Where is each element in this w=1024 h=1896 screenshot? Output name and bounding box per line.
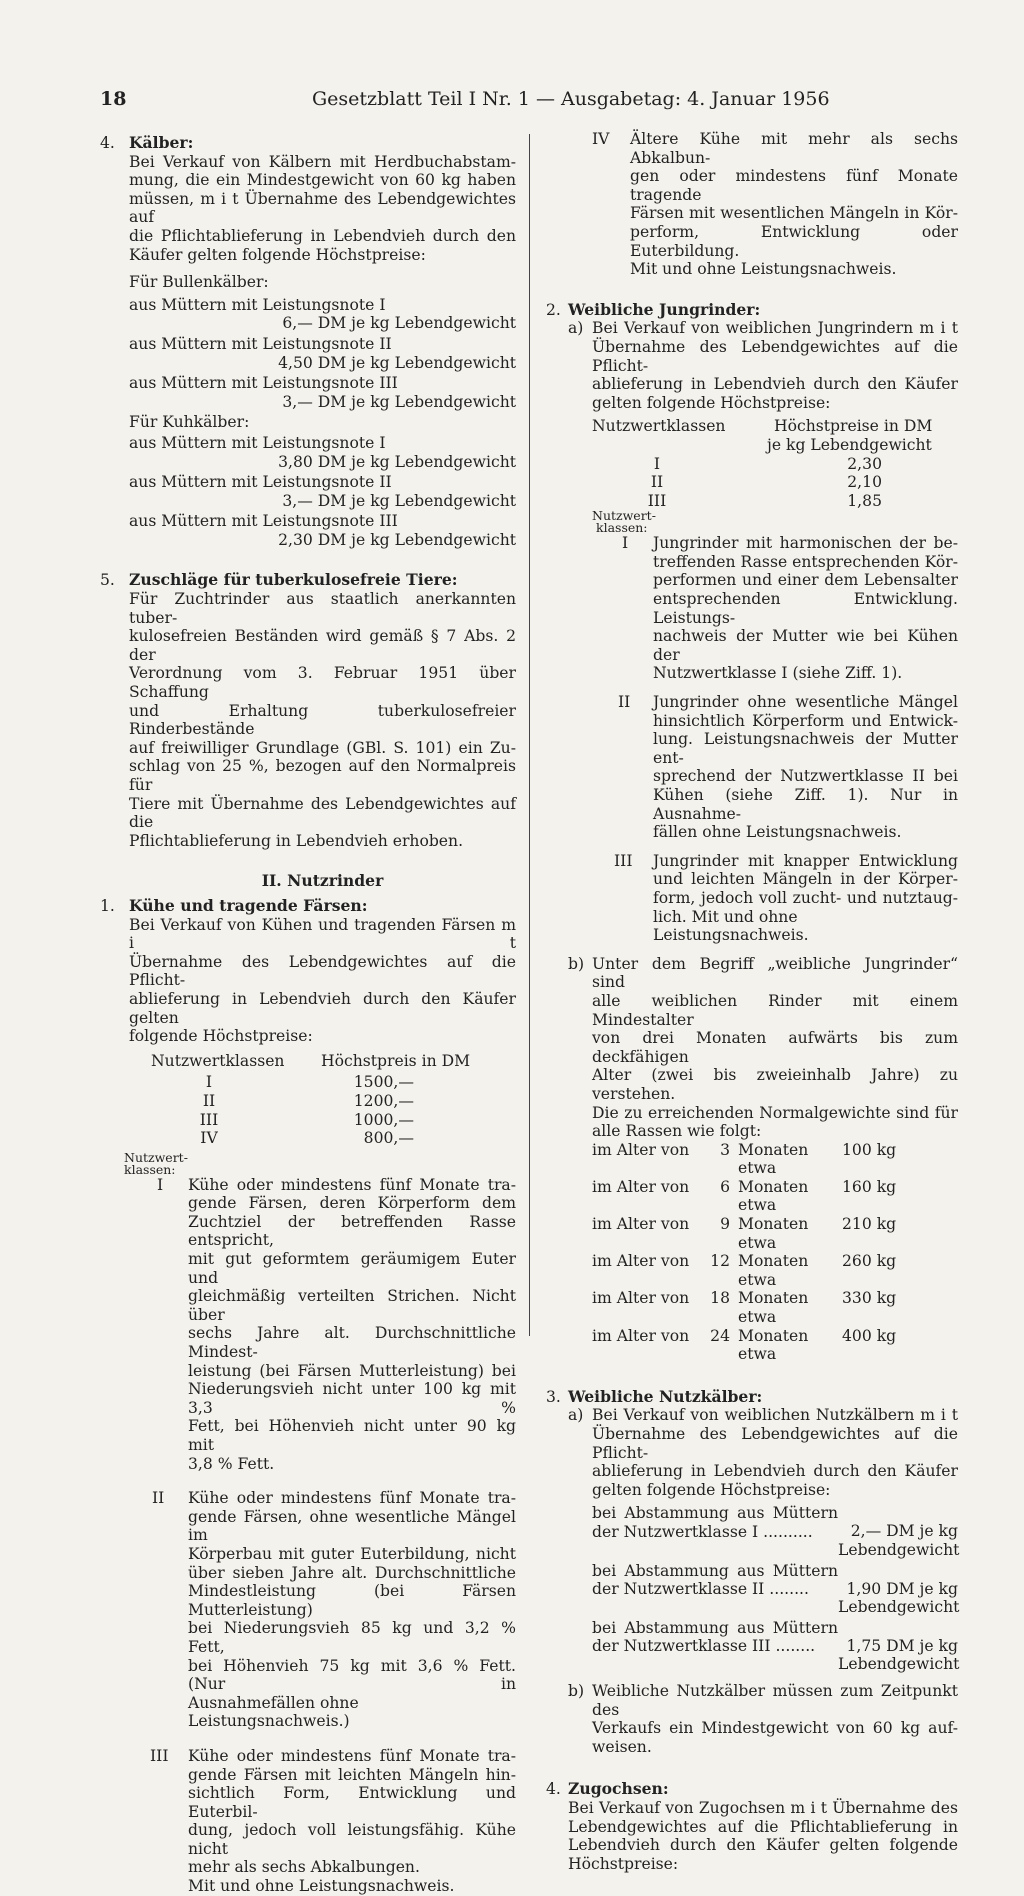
table-row bbox=[129, 1129, 516, 1148]
table-cell: III bbox=[199, 1110, 219, 1129]
price-value: 2,30 DM je kg Lebendgewicht bbox=[278, 530, 516, 549]
text-line: Ausnahmefällen ohne Leistungsnachweis.) bbox=[188, 1693, 359, 1731]
price-value: Lebendgewicht bbox=[838, 1598, 960, 1617]
text-line: gende Färsen mit leichten Mängeln hin- bbox=[188, 1765, 516, 1784]
left-column bbox=[100, 134, 516, 1896]
age-prefix: im Alter von bbox=[592, 1177, 690, 1196]
table-cell: 2,10 bbox=[847, 473, 882, 492]
class-number: II bbox=[152, 1489, 165, 1508]
text-line: ablieferung in Lebendvieh durch den Käufer bbox=[592, 375, 958, 394]
text-line: auf freiwilliger Grundlage (GBl. S. 101) ein Zu- bbox=[129, 738, 516, 757]
text-line: Verkaufs ein Mindestgewicht von 60 kg auf- bbox=[592, 1719, 958, 1738]
text-line: alle weiblichen Rinder mit einem Mindestalter bbox=[592, 991, 958, 1029]
price-value: 2,— DM je kg bbox=[850, 1522, 958, 1541]
table-row bbox=[592, 1215, 958, 1252]
text-line: der Nutzwertklasse I .......... bbox=[592, 1522, 813, 1541]
class-number: II bbox=[618, 693, 631, 712]
class-item bbox=[546, 534, 958, 683]
text-line: bei Abstammung aus Müttern bbox=[592, 1504, 838, 1523]
age-unit: Monaten etwa bbox=[738, 1326, 809, 1364]
table-cell: II bbox=[650, 473, 664, 492]
text-line: Bei Verkauf von weiblichen Jungrindern m i t bbox=[592, 319, 958, 338]
text-line: Unter dem Begriff „weibliche Jungrinder“ sind bbox=[592, 954, 958, 992]
age-prefix: im Alter von bbox=[592, 1252, 690, 1271]
text-line: bei Abstammung aus Müttern bbox=[592, 1561, 838, 1580]
text-line: mehr als sechs Abkalbungen. bbox=[188, 1858, 420, 1877]
text-line: Alter (zwei bis zweieinhalb Jahre) zu verstehen. bbox=[592, 1066, 958, 1103]
text-line: Kühe oder mindestens fünf Monate tra- bbox=[188, 1746, 516, 1765]
text-line: form, jedoch voll zucht- und nutztaug- bbox=[653, 888, 958, 907]
subheading: Für Kuhkälber: bbox=[129, 413, 250, 432]
col-header: Nutzwertklassen bbox=[592, 417, 726, 436]
text-line: der Nutzwertklasse III ........ bbox=[592, 1637, 816, 1656]
text-line: sichtlich Form, Entwicklung und Euterbil- bbox=[188, 1784, 516, 1821]
age-prefix: im Alter von bbox=[592, 1326, 690, 1345]
part-title: II. Nutzrinder bbox=[261, 871, 384, 891]
class-number: III bbox=[614, 851, 633, 870]
section-title: Weibliche Jungrinder: bbox=[568, 299, 761, 319]
text-line: über sieben Jahre alt. Durchschnittliche bbox=[188, 1563, 516, 1582]
text-line: Weibliche Nutzkälber müssen zum Zeitpunkt des bbox=[592, 1681, 958, 1719]
text-line: Übernahme des Lebendgewichtes auf die Pflicht- bbox=[592, 337, 958, 375]
text-line: Käufer gelten folgende Höchstpreise: bbox=[129, 245, 426, 264]
text-line: treffenden Rasse entsprechenden Kör- bbox=[653, 552, 958, 571]
text-line: Tiere mit Übernahme des Lebendgewichtes auf die bbox=[129, 794, 516, 832]
text-line: Bei Verkauf von Kälbern mit Herdbuchabstam- bbox=[129, 152, 516, 171]
text-line: Kühe oder mindestens fünf Monate tra- bbox=[188, 1175, 516, 1194]
section-number: 4. bbox=[100, 134, 115, 152]
price-value: 1,75 DM je kg bbox=[846, 1636, 958, 1655]
table-cell: I bbox=[653, 454, 661, 473]
text-line: alle Rassen wie folgt: bbox=[592, 1122, 762, 1141]
text-line: bei Höhenvieh 75 kg mit 3,6 % Fett. (Nur in bbox=[188, 1656, 516, 1694]
class-item bbox=[546, 693, 958, 842]
price-value: Lebendgewicht bbox=[838, 1540, 960, 1559]
text-line: Lebendvieh durch den Käufer gelten folgende bbox=[568, 1836, 958, 1855]
price-row bbox=[592, 1619, 958, 1674]
table-row bbox=[129, 1073, 516, 1092]
text-line: dung, jedoch voll leistungsfähig. Kühe nicht bbox=[188, 1821, 516, 1858]
price-value: 1,90 DM je kg bbox=[846, 1579, 958, 1598]
price-label: aus Müttern mit Leistungsnote II bbox=[129, 473, 392, 492]
small-label-line: klassen: bbox=[596, 520, 648, 536]
age-kg: 400 kg bbox=[842, 1326, 897, 1345]
page-number: 18 bbox=[100, 88, 127, 110]
small-label-line: Nutzwert- bbox=[124, 1149, 188, 1165]
price-row bbox=[592, 1562, 958, 1617]
section-title: Kälber: bbox=[129, 133, 194, 152]
text-line: fällen ohne Leistungsnachweis. bbox=[653, 823, 902, 842]
price-value: 4,50 DM je kg Lebendgewicht bbox=[278, 353, 516, 372]
text-line: gen oder mindestens fünf Monate tragende bbox=[630, 167, 958, 204]
age-unit: Monaten etwa bbox=[738, 1177, 809, 1215]
section-kuehe bbox=[100, 897, 516, 1896]
text-line: gende Färsen, deren Körperform dem bbox=[188, 1194, 516, 1213]
section-title: Zuschläge für tuberkulosefreie Tiere: bbox=[129, 570, 458, 590]
age-months: 6 bbox=[720, 1177, 730, 1196]
text-line: mit gut geformtem geräumigem Euter und bbox=[188, 1250, 516, 1287]
text-line: 3,8 % Fett. bbox=[188, 1454, 275, 1473]
text-line: müssen, m i t Übernahme des Lebendgewichtes auf bbox=[129, 189, 516, 227]
text-line: Jungrinder ohne wesentliche Mängel bbox=[653, 693, 958, 712]
text-line: Mindestleistung (bei Färsen Mutterleistung) bbox=[188, 1582, 516, 1619]
sub-label: a) bbox=[568, 1406, 584, 1425]
price-value: 3,80 DM je kg Lebendgewicht bbox=[278, 452, 516, 471]
table-row bbox=[592, 492, 958, 511]
text-line: gleichmäßig verteilten Strichen. Nicht über bbox=[188, 1287, 516, 1324]
age-months: 18 bbox=[710, 1289, 730, 1308]
text-line: sprechend der Nutzwertklasse II bei bbox=[653, 767, 958, 786]
text-line: Nutzwertklasse I (siehe Ziff. 1). bbox=[653, 664, 903, 683]
col-header: Nutzwertklassen bbox=[151, 1051, 285, 1070]
column-divider bbox=[529, 134, 530, 1336]
text-line: mung, die ein Mindestgewicht von 60 kg haben bbox=[129, 171, 516, 190]
col-header: Höchstpreis in DM bbox=[321, 1051, 471, 1070]
text-line: Jungrinder mit knapper Entwicklung bbox=[653, 851, 958, 870]
text-line: Körperbau mit guter Euterbildung, nicht bbox=[188, 1544, 516, 1563]
age-kg: 100 kg bbox=[842, 1140, 897, 1159]
text-line: ablieferung in Lebendvieh durch den Käufer gelten bbox=[129, 989, 516, 1027]
text-line: Die zu erreichenden Normalgewichte sind für bbox=[592, 1103, 958, 1122]
table-row bbox=[129, 1092, 516, 1111]
age-unit: Monaten etwa bbox=[738, 1252, 809, 1289]
price-value: 3,— DM je kg Lebendgewicht bbox=[282, 392, 516, 411]
text-line: perform, Entwicklung oder Euterbildung. bbox=[630, 222, 958, 260]
text-line: kulosefreien Beständen wird gemäß § 7 Abs. 2 der bbox=[129, 627, 516, 664]
table-row bbox=[592, 1252, 958, 1289]
text-line: lich. Mit und ohne Leistungsnachweis. bbox=[653, 907, 809, 945]
age-kg: 160 kg bbox=[842, 1177, 897, 1196]
class-item bbox=[100, 1489, 516, 1731]
col-header: je kg Lebendgewicht bbox=[767, 435, 932, 454]
table-cell: 1200,— bbox=[353, 1091, 414, 1110]
table-header bbox=[592, 417, 958, 436]
section-title: Weibliche Nutzkälber: bbox=[568, 1386, 763, 1406]
text-line: Zuchtziel der betreffenden Rasse entspricht, bbox=[188, 1212, 516, 1250]
price-value: 3,— DM je kg Lebendgewicht bbox=[282, 491, 516, 510]
class-item bbox=[546, 130, 958, 279]
text-line: Fett, bei Höhenvieh nicht unter 90 kg mit bbox=[188, 1417, 516, 1454]
text-line: die Pflichtablieferung in Lebendvieh durch den bbox=[129, 226, 516, 245]
text-line: Niederungsvieh nicht unter 100 kg mit 3,3 % bbox=[188, 1380, 516, 1417]
text-line: Pflichtablieferung in Lebendvieh erhoben. bbox=[129, 831, 464, 850]
table-cell: I bbox=[205, 1073, 213, 1092]
table-row bbox=[129, 1111, 516, 1130]
table-row bbox=[592, 1178, 958, 1215]
table-cell: 1,85 bbox=[847, 491, 882, 510]
age-unit: Monaten etwa bbox=[738, 1289, 809, 1327]
text-line: Kühen (siehe Ziff. 1). Nur in Ausnahme- bbox=[653, 786, 958, 823]
age-months: 24 bbox=[710, 1326, 730, 1345]
age-unit: Monaten etwa bbox=[738, 1215, 809, 1252]
table-row bbox=[592, 473, 958, 492]
price-row bbox=[592, 1504, 958, 1559]
section-number: 4. bbox=[546, 1780, 561, 1799]
age-months: 3 bbox=[720, 1140, 730, 1159]
table-cell: II bbox=[202, 1091, 216, 1110]
small-label bbox=[592, 510, 958, 534]
text-line: Höchstpreise: bbox=[568, 1854, 679, 1873]
text-line: Übernahme des Lebendgewichtes auf die Pflicht- bbox=[129, 952, 516, 990]
text-line: performen und einer dem Lebensalter bbox=[653, 571, 958, 590]
age-unit: Monaten etwa bbox=[738, 1140, 809, 1178]
text-line: Bei Verkauf von Zugochsen m i t Übernahme des bbox=[568, 1798, 958, 1817]
text-line: Übernahme des Lebendgewichtes auf die Pflicht- bbox=[592, 1425, 958, 1462]
text-line: weisen. bbox=[592, 1737, 652, 1756]
page-header-title: Gesetzblatt Teil I Nr. 1 — Ausgabetag: 4. Januar 1956 bbox=[312, 88, 830, 110]
text-line: lung. Leistungsnachweis der Mutter ent- bbox=[653, 730, 958, 767]
class-item bbox=[100, 1176, 516, 1474]
text-line: Mit und ohne Leistungsnachweis. bbox=[188, 1877, 455, 1896]
small-label-line: klassen: bbox=[124, 1161, 176, 1177]
age-kg: 260 kg bbox=[842, 1252, 897, 1271]
price-label: aus Müttern mit Leistungsnote II bbox=[129, 334, 392, 353]
sub-label: a) bbox=[568, 319, 584, 338]
price-value: Lebendgewicht bbox=[838, 1655, 960, 1674]
text-line: Färsen mit wesentlichen Mängeln in Kör- bbox=[630, 204, 958, 223]
age-kg: 210 kg bbox=[842, 1215, 897, 1234]
small-label bbox=[124, 1149, 516, 1177]
text-line: Ältere Kühe mit mehr als sechs Abkalbun- bbox=[630, 130, 958, 167]
price-value: 6,— DM je kg Lebendgewicht bbox=[282, 314, 516, 333]
subheading: Für Bullenkälber: bbox=[129, 273, 269, 292]
text-line: von drei Monaten aufwärts bis zum deckfähigen bbox=[592, 1029, 958, 1066]
sub-label: b) bbox=[568, 1681, 585, 1700]
section-title: Kühe und tragende Färsen: bbox=[129, 895, 368, 915]
age-months: 9 bbox=[720, 1215, 730, 1234]
col-header: Höchstpreise in DM bbox=[774, 417, 933, 436]
price-label: aus Müttern mit Leistungsnote I bbox=[129, 433, 386, 452]
table-row bbox=[592, 455, 958, 474]
age-prefix: im Alter von bbox=[592, 1140, 690, 1159]
section-number: 2. bbox=[546, 300, 561, 319]
price-label: aus Müttern mit Leistungsnote I bbox=[129, 295, 386, 314]
section-kaelber bbox=[100, 134, 516, 549]
right-column bbox=[546, 130, 958, 1873]
class-item bbox=[546, 852, 958, 945]
section-zugochsen bbox=[546, 1780, 958, 1873]
text-line: Verordnung vom 3. Februar 1951 über Schaffung bbox=[129, 664, 516, 702]
text-line: Mit und ohne Leistungsnachweis. bbox=[630, 260, 897, 279]
table-cell: 2,30 bbox=[847, 454, 882, 473]
age-prefix: im Alter von bbox=[592, 1289, 690, 1308]
table-row bbox=[592, 1289, 958, 1326]
text-line: entsprechenden Entwicklung. Leistungs- bbox=[653, 590, 958, 627]
class-number: III bbox=[150, 1746, 169, 1765]
text-line: und Erhaltung tuberkulosefreier Rinderbestände bbox=[129, 701, 516, 739]
text-line: der Nutzwertklasse II ........ bbox=[592, 1580, 809, 1599]
text-line: Kühe oder mindestens fünf Monate tra- bbox=[188, 1489, 516, 1508]
table-cell: III bbox=[647, 491, 667, 510]
small-label-line: Nutzwert- bbox=[592, 508, 656, 524]
price-label: aus Müttern mit Leistungsnote III bbox=[129, 374, 398, 393]
text-line: bei Abstammung aus Müttern bbox=[592, 1618, 838, 1637]
text-line: hinsichtlich Körperform und Entwick- bbox=[653, 711, 958, 730]
text-line: leistung (bei Färsen Mutterleistung) bei bbox=[188, 1361, 516, 1380]
table-cell: 1000,— bbox=[353, 1110, 414, 1129]
table-header bbox=[129, 1052, 516, 1071]
text-line: sechs Jahre alt. Durchschnittliche Mindest- bbox=[188, 1324, 516, 1362]
section-zuschlaege bbox=[100, 571, 516, 850]
class-number: I bbox=[622, 534, 629, 553]
table-cell: 800,— bbox=[363, 1129, 414, 1148]
section-number: 3. bbox=[546, 1387, 561, 1406]
section-number: 1. bbox=[100, 896, 115, 915]
age-kg: 330 kg bbox=[842, 1289, 897, 1308]
text-line: Jungrinder mit harmonischen der be- bbox=[653, 534, 958, 553]
text-line: Lebendgewichtes auf die Pflichtablieferung in bbox=[568, 1817, 958, 1836]
table-cell: IV bbox=[200, 1129, 218, 1148]
text-line: nachweis der Mutter wie bei Kühen der bbox=[653, 627, 958, 664]
age-months: 12 bbox=[710, 1252, 730, 1271]
text-line: Für Zuchtrinder aus staatlich anerkannten tuber- bbox=[129, 590, 516, 627]
text-line: schlag von 25 %, bezogen auf den Normalpreis für bbox=[129, 757, 516, 794]
text-line: Bei Verkauf von weiblichen Nutzkälbern m i t bbox=[592, 1406, 958, 1425]
text-line: gelten folgende Höchstpreise: bbox=[592, 393, 831, 412]
sub-label: b) bbox=[568, 954, 585, 973]
text-line: ablieferung in Lebendvieh durch den Käufer bbox=[592, 1462, 958, 1481]
section-nutzkaelber bbox=[546, 1388, 958, 1757]
class-number: IV bbox=[592, 130, 610, 148]
table-row bbox=[592, 1141, 958, 1178]
class-item bbox=[100, 1747, 516, 1896]
section-title: Zugochsen: bbox=[568, 1779, 669, 1799]
age-prefix: im Alter von bbox=[592, 1215, 690, 1234]
section-number: 5. bbox=[100, 571, 115, 590]
text-line: gende Färsen, ohne wesentliche Mängel im bbox=[188, 1507, 516, 1545]
text-line: Bei Verkauf von Kühen und tragenden Färsen m i t bbox=[129, 915, 516, 953]
text-line: gelten folgende Höchstpreise: bbox=[592, 1480, 831, 1499]
section-jungrinder bbox=[546, 301, 958, 1364]
text-line: folgende Höchstpreise: bbox=[129, 1027, 313, 1046]
text-line: bei Niederungsvieh 85 kg und 3,2 % Fett, bbox=[188, 1619, 516, 1656]
table-row bbox=[592, 1327, 958, 1364]
text-line: und leichten Mängeln in der Körper- bbox=[653, 870, 958, 889]
price-label: aus Müttern mit Leistungsnote III bbox=[129, 512, 398, 531]
class-number: I bbox=[157, 1175, 164, 1194]
table-cell: 1500,— bbox=[353, 1073, 414, 1092]
